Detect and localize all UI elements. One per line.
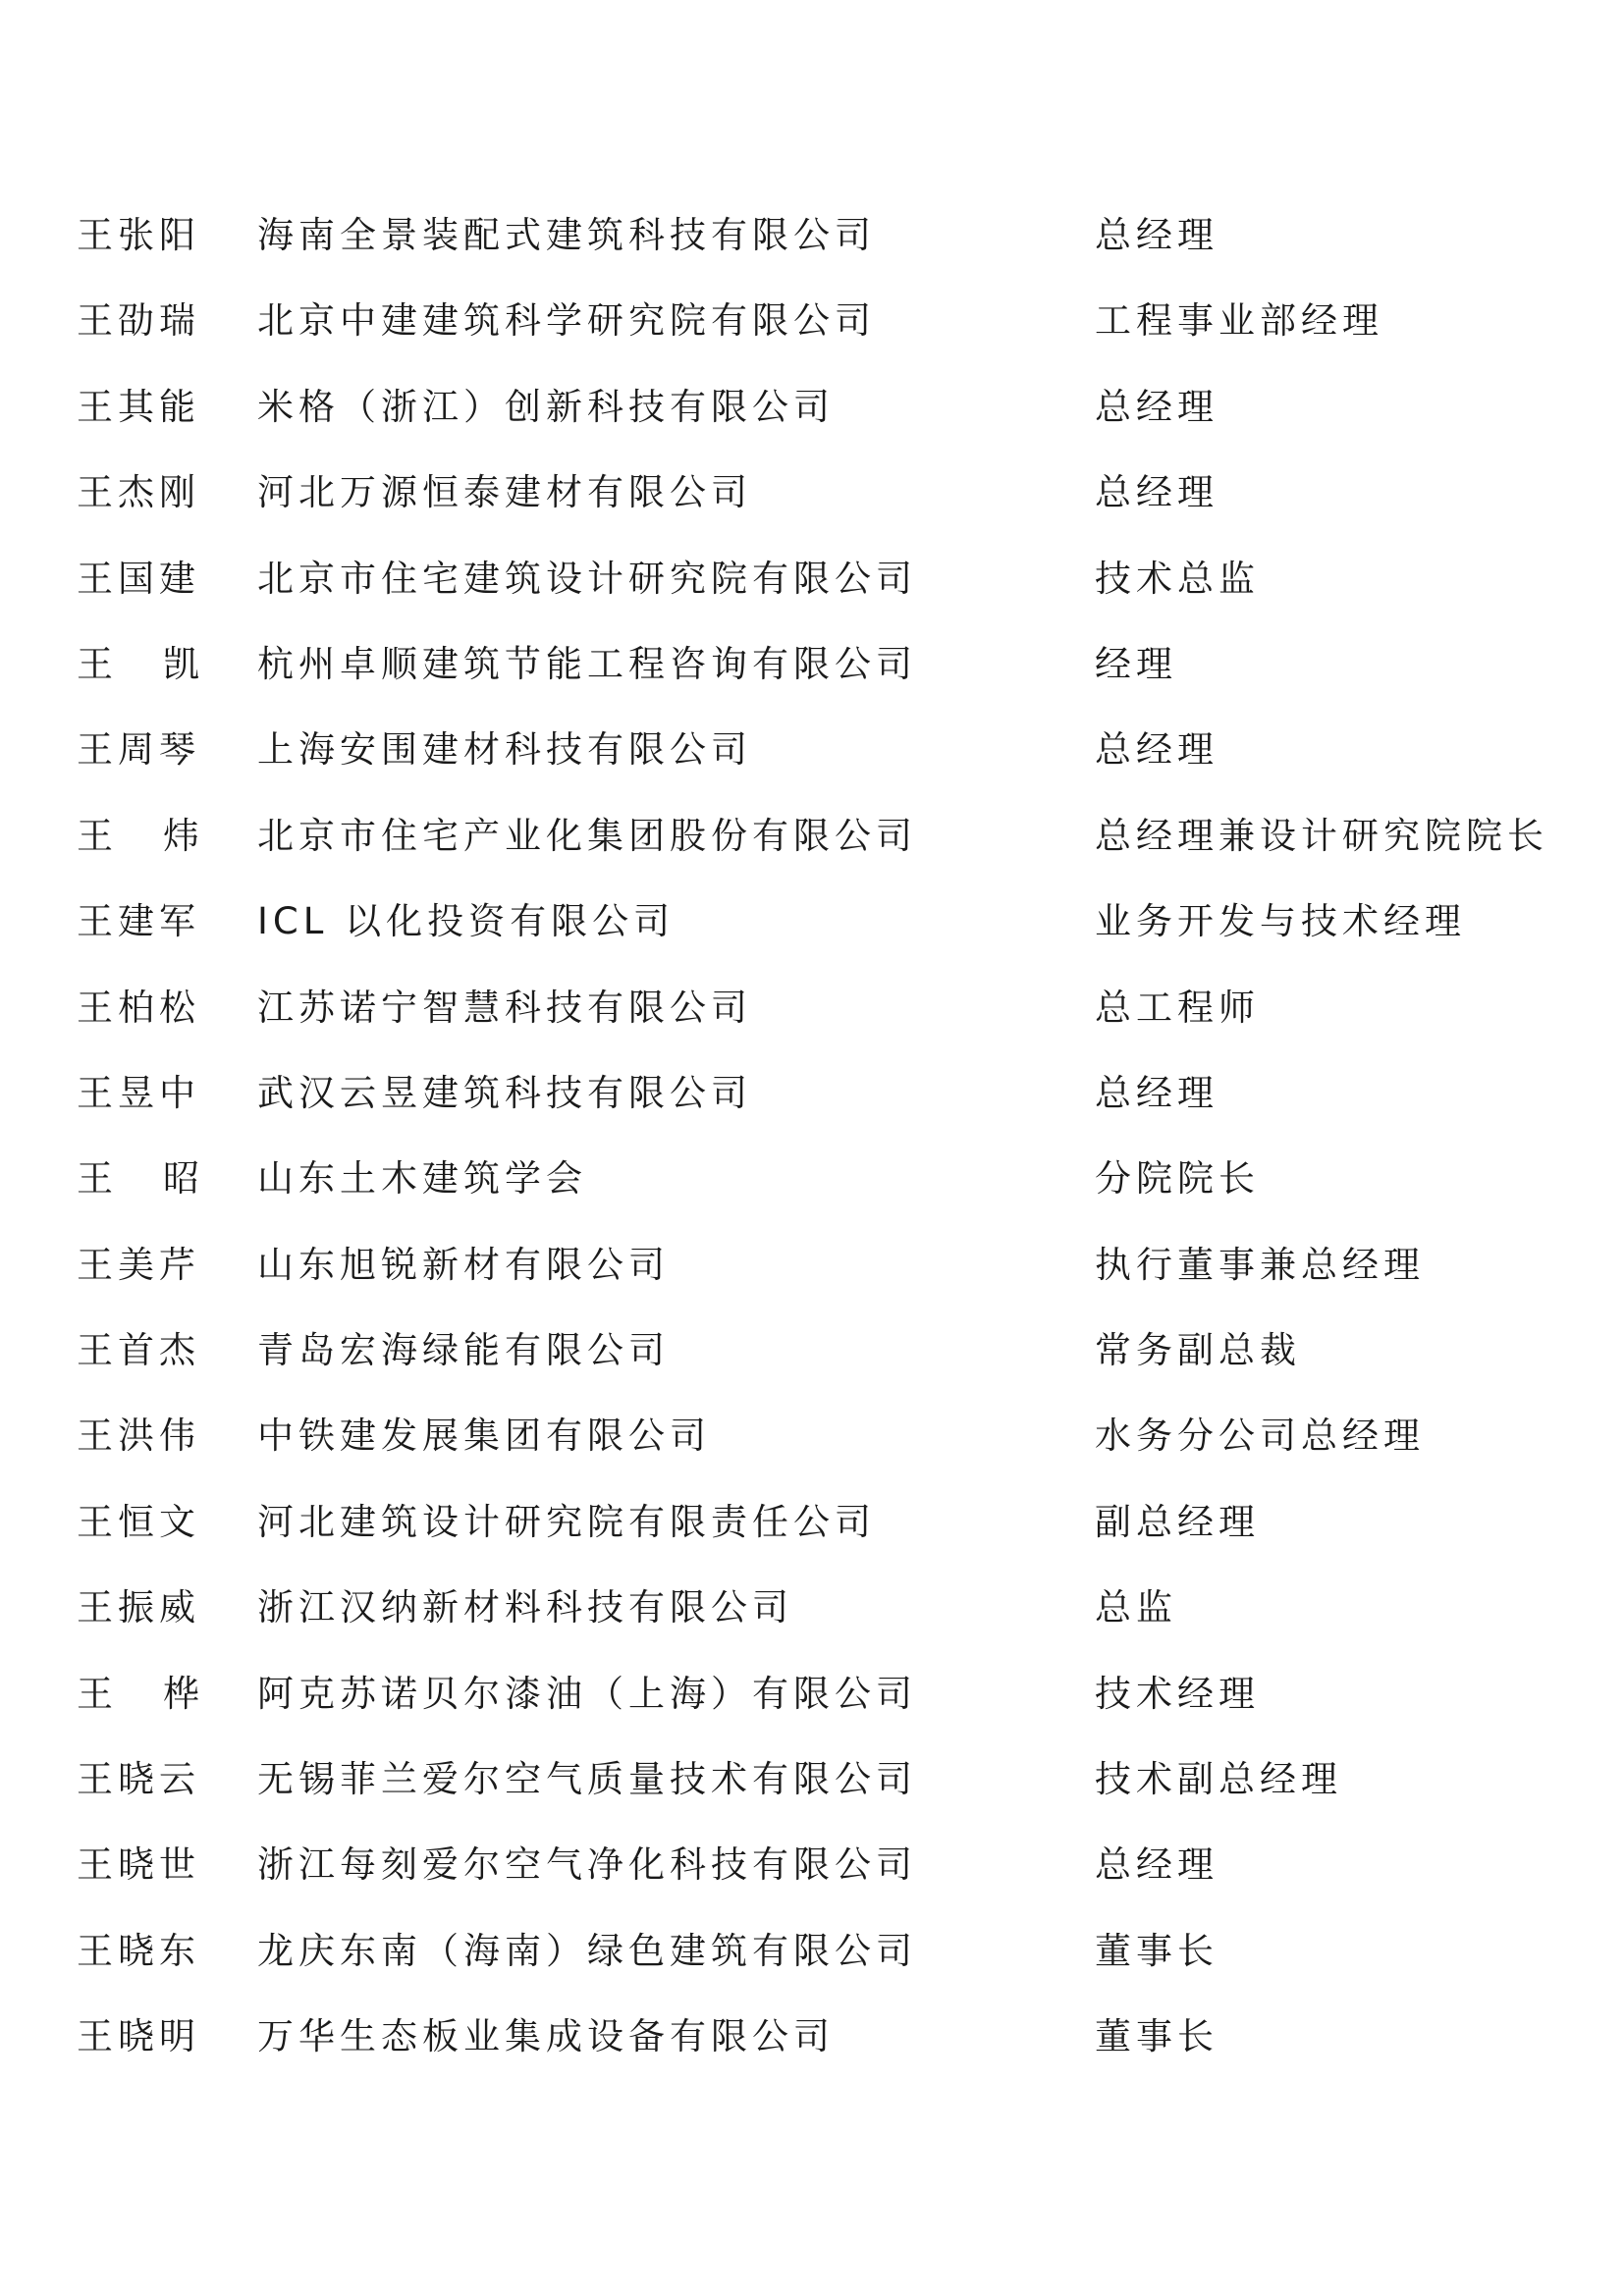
member-name: 王晓东 [77,1929,200,1972]
member-organization: 北京市住宅产业化集团股份有限公司 [257,814,917,857]
member-organization: 武汉云昱建筑科技有限公司 [257,1071,752,1114]
member-title: 工程事业部经理 [1095,299,1383,343]
member-name: 王昱中 [77,1071,200,1114]
member-title: 总经理 [1095,1843,1218,1887]
member-organization: 阿克苏诺贝尔漆油（上海）有限公司 [257,1672,917,1715]
member-title: 分院院长 [1095,1157,1260,1201]
member-name: 王晓世 [77,1843,200,1887]
member-title: 总经理 [1095,214,1218,256]
member-organization: 山东旭锐新材有限公司 [257,1243,670,1286]
list-item [0,1149,1624,1235]
member-name: 王洪伟 [77,1415,200,1458]
member-title: 总监 [1095,1586,1177,1629]
list-item [0,463,1624,549]
list-item [0,1493,1624,1578]
list-item [0,1665,1624,1750]
member-name: 王 桦 [77,1672,199,1715]
member-organization: 上海安围建材科技有限公司 [257,728,752,772]
member-name: 王其能 [77,385,200,428]
member-name: 王周琴 [77,728,200,772]
member-title: 技术总监 [1095,557,1260,600]
list-item [0,635,1624,721]
member-roster [0,206,1624,2094]
member-title: 副总经理 [1095,1500,1260,1543]
member-name: 王建军 [77,900,200,943]
list-item [0,1750,1624,1836]
member-name: 王柏松 [77,986,200,1029]
member-organization: 北京中建建筑科学研究院有限公司 [257,299,876,343]
member-title: 总工程师 [1095,986,1260,1029]
list-item [0,721,1624,806]
member-title: 经理 [1095,642,1177,685]
member-organization: 无锡菲兰爱尔空气质量技术有限公司 [257,1758,917,1801]
member-title: 常务副总裁 [1095,1329,1301,1372]
member-organization: ICL 以化投资有限公司 [257,900,676,943]
list-item [0,1064,1624,1149]
member-title: 水务分公司总经理 [1095,1415,1425,1458]
member-organization: 杭州卓顺建筑节能工程咨询有限公司 [257,642,917,685]
list-item [0,1407,1624,1492]
member-organization: 浙江汉纳新材料科技有限公司 [257,1586,793,1629]
member-name: 王振威 [77,1586,200,1629]
list-item [0,1236,1624,1321]
member-name: 王劭瑞 [77,299,200,343]
member-organization: 江苏诺宁智慧科技有限公司 [257,986,752,1029]
list-item [0,807,1624,892]
member-title: 总经理 [1095,471,1218,514]
member-title: 总经理 [1095,728,1218,772]
member-title: 技术经理 [1095,1672,1260,1715]
member-organization: 浙江每刻爱尔空气净化科技有限公司 [257,1843,917,1887]
member-name: 王张阳 [77,214,200,256]
member-name: 王美芹 [77,1243,200,1286]
member-organization: 海南全景装配式建筑科技有限公司 [257,214,876,256]
member-organization: 青岛宏海绿能有限公司 [257,1329,670,1372]
member-title: 董事长 [1095,1929,1218,1972]
member-name: 王 昭 [77,1157,199,1201]
member-organization: 山东土木建筑学会 [257,1157,587,1201]
member-name: 王首杰 [77,1329,200,1372]
member-title: 执行董事兼总经理 [1095,1243,1425,1286]
member-organization: 万华生态板业集成设备有限公司 [257,2015,835,2058]
member-title: 总经理 [1095,1071,1218,1114]
member-name: 王 凯 [77,642,199,685]
list-item [0,979,1624,1064]
list-item [0,1578,1624,1664]
list-item [0,550,1624,635]
list-item [0,206,1624,292]
member-name: 王 炜 [77,814,199,857]
list-item [0,1836,1624,1921]
member-name: 王晓云 [77,1758,200,1801]
member-name: 王晓明 [77,2015,200,2058]
list-item [0,378,1624,463]
member-name: 王恒文 [77,1500,200,1543]
member-title: 业务开发与技术经理 [1095,900,1466,943]
list-item [0,1922,1624,2007]
member-name: 王国建 [77,557,200,600]
list-item [0,2007,1624,2093]
member-organization: 北京市住宅建筑设计研究院有限公司 [257,557,917,600]
list-item [0,1321,1624,1407]
list-item [0,892,1624,978]
list-item [0,292,1624,377]
member-title: 总经理兼设计研究院院长 [1095,814,1548,857]
member-title: 董事长 [1095,2015,1218,2058]
member-organization: 龙庆东南（海南）绿色建筑有限公司 [257,1929,917,1972]
member-title: 技术副总经理 [1095,1758,1342,1801]
member-organization: 米格（浙江）创新科技有限公司 [257,385,835,428]
member-title: 总经理 [1095,385,1218,428]
member-organization: 河北万源恒泰建材有限公司 [257,471,752,514]
member-name: 王杰刚 [77,471,200,514]
member-organization: 中铁建发展集团有限公司 [257,1415,711,1458]
member-organization: 河北建筑设计研究院有限责任公司 [257,1500,876,1543]
